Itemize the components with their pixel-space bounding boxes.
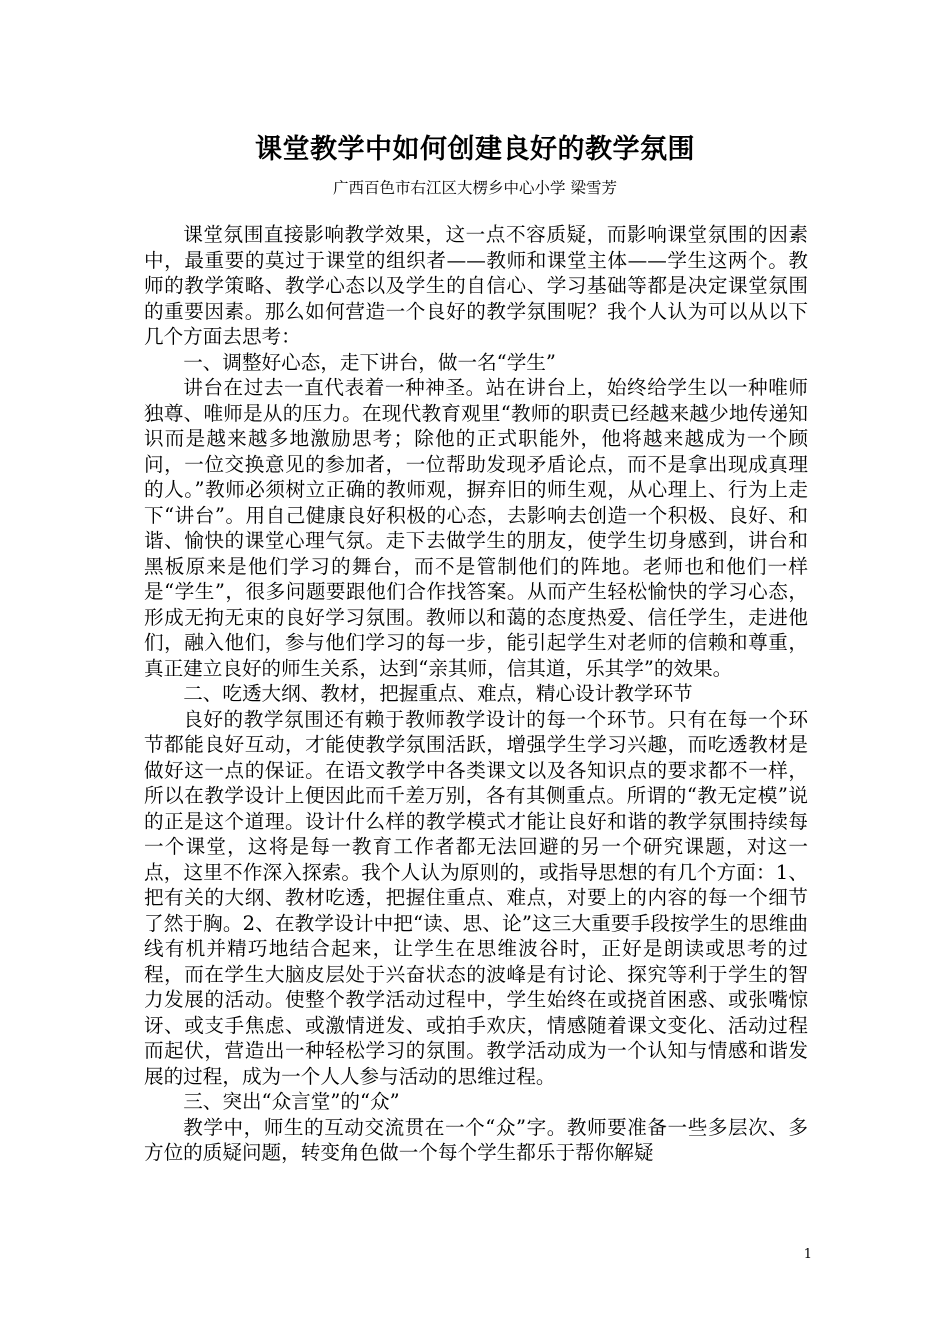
page-number: 1: [803, 1247, 812, 1262]
section-heading-2: 二、吃透大纲、教材，把握重点、难点，精心设计教学环节: [183, 682, 693, 705]
document-body: [144, 222, 808, 1166]
paragraph-section-2: 良好的教学氛围还有赖于教师教学设计的每一个环节。只有在每一个环节都能良好互动，才能使教学氛围活跃，增强学生学习兴趣，而吃透教材是做好这一点的保证。在语文教学中各类课文以及各知识点的要求都不一样，所以在教学设计上便因此而千差万别，各有其侧重点。所谓的“教无定模”说的正是这个道理。设计什么样的教学模式才能让良好和谐的教学氛围持续每一个课堂，这将是每一教育工作者都无法回避的另一个研究课题，对这一点，这里不作深入探索。我个人认为原则的，或指导思想的有几个方面：1、把有关的大纲、教材吃透，把握住重点、难点，对要上的内容的每一个细节了然于胸。2、在教学设计中把“读、思、论”这三大重要手段按学生的思维曲线有机并精巧地结合起来，让学生在思维波谷时，正好是朗读或思考的过程，而在学生大脑皮层处于兴奋状态的波峰是有讨论、探究等利于学生的智力发展的活动。使整个教学活动过程中，学生始终在或挠首困惑、或张嘴惊讶、或支手焦虑、或激情迸发、或拍手欢庆，情感随着课文变化、活动过程而起伏，营造出一种轻松学习的氛围。教学活动成为一个认知与情感和谐发展的过程，成为一个人人参与活动的思维过程。: [144, 707, 808, 1088]
author-line: 广西百色市右江区大楞乡中心小学 梁雪芳: [333, 179, 617, 197]
paragraph-section-1: 讲台在过去一直代表着一种神圣。站在讲台上，始终给学生以一种唯师独尊、唯师是从的压力。在现代教育观里“教师的职责已经越来越少地传递知识而是越来越多地激励思考；除他的正式职能外，他将越来越成为一个顾问，一位交换意见的参加者，一位帮助发现矛盾论点，而不是拿出现成真理的人。”教师必须树立正确的教师观，摒弃旧的师生观，从心理上、行为上走下“讲台”。用自己健康良好积极的心态，去影响去创造一个积极、良好、和谐、愉快的课堂心理气氛。走下去做学生的朋友，使学生切身感到，讲台和黑板原来是他们学习的舞台，而不是管制他们的阵地。老师也和他们一样是“学生”，很多问题要跟他们合作找答案。从而产生轻松愉快的学习心态，形成无拘无束的良好学习氛围。教师以和蔼的态度热爱、信任学生，走进他们，融入他们，参与他们学习的每一步，能引起学生对老师的信赖和尊重，真正建立良好的师生关系，达到“亲其师，信其道，乐其学”的效果。: [144, 376, 808, 680]
document-title: 课堂教学中如何创建良好的教学氛围: [255, 134, 695, 165]
section-heading-1: 一、调整好心态，走下讲台，做一名“学生”: [183, 350, 556, 374]
paragraph-section-3: 教学中，师生的互动交流贯在一个“众”字。教师要准备一些多层次、多方位的质疑问题，转变角色做一个每个学生都乐于帮你解疑: [144, 1115, 808, 1164]
section-heading-3: 三、突出“众言堂”的“众”: [183, 1090, 400, 1113]
paragraph-intro: 课堂氛围直接影响教学效果，这一点不容质疑，而影响课堂氛围的因素中，最重要的莫过于课堂的组织者——教师和课堂主体——学生这两个。教师的教学策略、教学心态以及学生的自信心、学习基础等都是决定课堂氛围的重要因素。那么如何营造一个良好的教学氛围呢？我个人认为可以从以下几个方面去思考：: [144, 223, 808, 348]
